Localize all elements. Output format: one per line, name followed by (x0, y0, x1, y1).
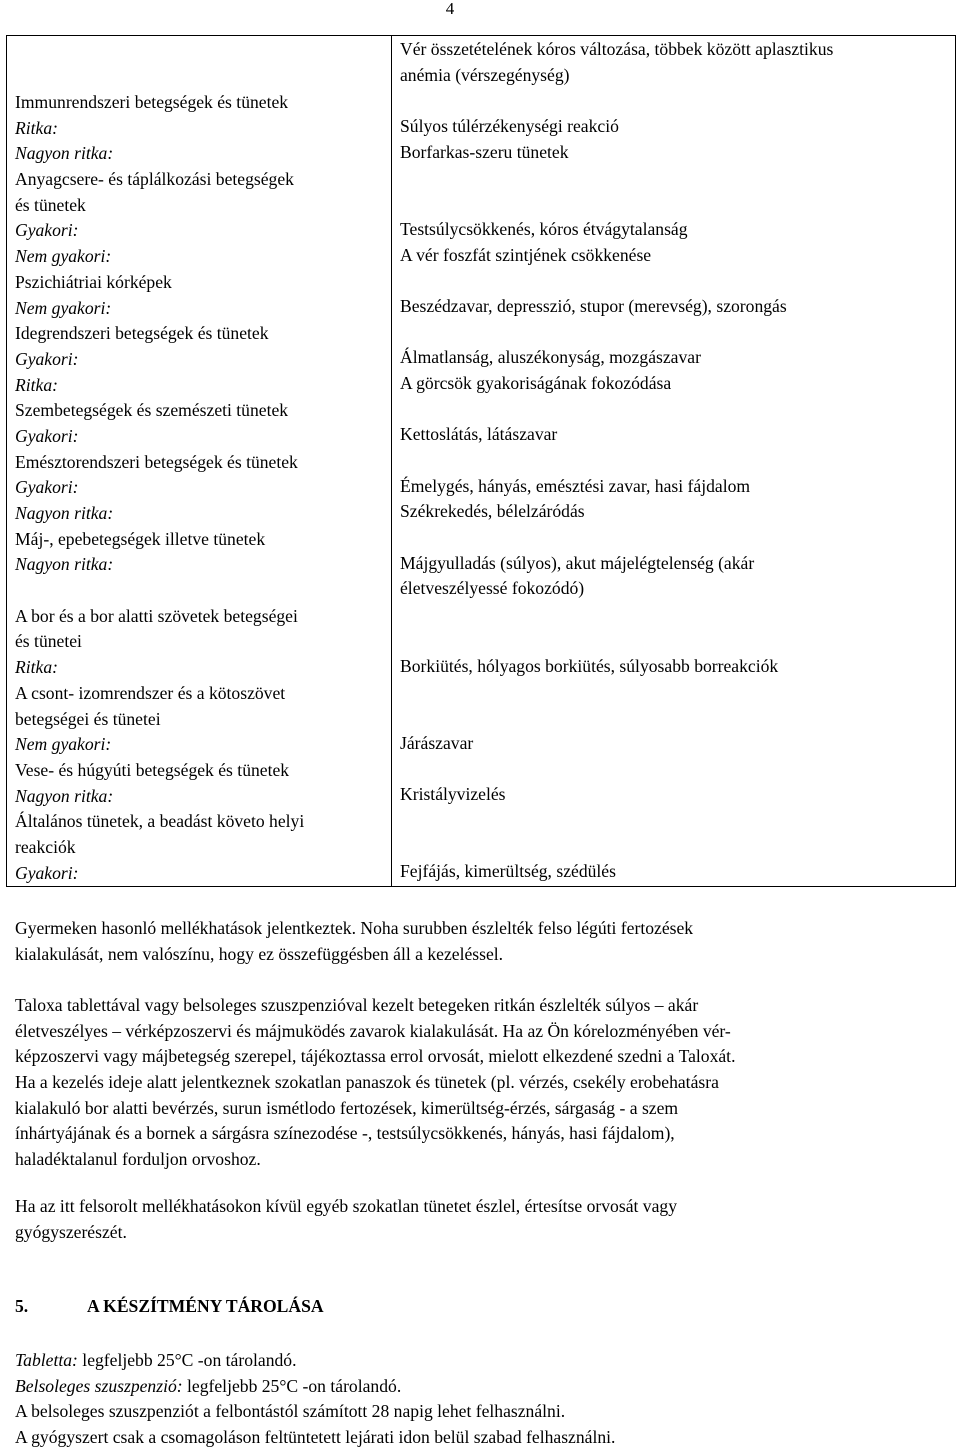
side-effect-text (400, 628, 947, 654)
organ-system-label: Immunrendszeri betegségek és tünetek (15, 92, 289, 112)
side-effect-text (400, 320, 947, 346)
frequency-label: Nagyon ritka: (15, 503, 114, 523)
side-effect-text (400, 808, 947, 834)
storage-line (15, 1374, 915, 1400)
organ-system-label: Szembetegségek és szemészeti tünetek (15, 400, 289, 421)
organ-system-label: és tünetei (15, 631, 82, 652)
storage-paragraph (15, 1348, 915, 1451)
side-effect-text (400, 448, 947, 474)
side-effect-text: Borfarkas-szeru tünetek (400, 141, 569, 162)
paragraph-line: ínhártyájának és a bornek a sárgásra színezodése -, testsúlycsökkenés, hányás, hasi fájdalom), (15, 1123, 675, 1144)
frequency-label: Nagyon ritka: (15, 143, 114, 164)
side-effect-text (400, 88, 947, 114)
side-effect-text (400, 397, 947, 423)
side-effect-text: Testsúlycsökkenés, kóros étvágytalanság (400, 218, 688, 239)
frequency-label: Gyakori: (15, 425, 79, 446)
frequency-label: Ritka: (15, 374, 58, 395)
side-effect-text: Kettoslátás, látászavar (400, 424, 558, 445)
side-effect-text: anémia (vérszegénység) (400, 64, 570, 85)
storage-line (15, 1399, 915, 1425)
organ-system-label: betegségei és tünetei (15, 708, 161, 729)
side-effect-text (400, 705, 947, 731)
paragraph-line: Gyermeken hasonló mellékhatások jelentkeztek. Noha surubben észlelték felso légúti fertozések (15, 918, 694, 938)
frequency-label: Nem gyakori: (15, 246, 112, 267)
paragraph-line: Taloxa tablettával vagy belsoleges szuszpenzióval kezelt betegeken ritkán észlelték súlyos – akár (15, 995, 699, 1015)
warning-paragraph (15, 993, 915, 1173)
side-effect-text: Súlyos túlérzékenységi reakció (400, 116, 619, 137)
section-heading (15, 1294, 324, 1320)
side-effect-text (400, 191, 947, 217)
storage-line (15, 1425, 915, 1451)
storage-label: Tabletta: (15, 1350, 78, 1370)
organ-system-column (7, 36, 392, 887)
frequency-label: Gyakori: (15, 348, 79, 369)
paragraph-line: Ha az itt felsorolt mellékhatásokon kívül egyéb szokatlan tünetet észlel, értesítse orvosát vagy (15, 1196, 677, 1216)
organ-system-label: Idegrendszeri betegségek és tünetek (15, 323, 269, 344)
side-effect-text: A vér foszfát szintjének csökkenése (400, 244, 652, 265)
side-effect-text (400, 268, 947, 294)
paragraph-line: életveszélyes – vérképzoszervi és májmuködés zavarok kialakulását. Ha az Ön kórelozményében vér- (15, 1020, 731, 1041)
organ-system-label: Pszichiátriai kórképek (15, 271, 172, 292)
organ-system-label: Általános tünetek, a beadást követo helyi (15, 811, 305, 832)
side-effects-table (6, 35, 956, 887)
storage-line (15, 1348, 915, 1374)
children-paragraph (15, 916, 915, 967)
side-effect-text: Járászavar (400, 732, 474, 753)
section-title: A KÉSZÍTMÉNY TÁROLÁSA (87, 1296, 324, 1316)
side-effect-text (400, 679, 947, 705)
side-effect-text: Álmatlanság, aluszékonyság, mozgászavar (400, 347, 701, 368)
side-effect-text: Beszédzavar, depresszió, stupor (merevség), szorongás (400, 295, 787, 316)
paragraph-line: képzoszervi vagy májbetegség szerepel, tájékoztassa errol orvosát, mielott elkezdené szedni a Taloxát. (15, 1046, 736, 1067)
paragraph-line: Ha a kezelés ideje alatt jelentkeznek szokatlan panaszok és tünetek (pl. vérzés, csekély erobehatásra (15, 1072, 719, 1093)
organ-system-label: és tünetek (15, 194, 86, 215)
frequency-label: Nem gyakori: (15, 734, 112, 755)
side-effect-text: Émelygés, hányás, emésztési zavar, hasi fájdalom (400, 475, 751, 496)
side-effect-text (400, 756, 947, 782)
organ-system-label: Anyagcsere- és táplálkozási betegségek (15, 169, 294, 190)
side-effect-text: Vér összetételének kóros változása, többek között aplasztikus (400, 39, 834, 59)
side-effect-text: A görcsök gyakoriságának fokozódása (400, 372, 672, 393)
storage-text: legfeljebb 25°C -on tárolandó. (182, 1375, 402, 1396)
frequency-label: Nagyon ritka: (15, 785, 114, 806)
other-effects-paragraph (15, 1194, 915, 1245)
side-effect-text: Májgyulladás (súlyos), akut májelégtelenség (akár (400, 552, 755, 573)
side-effect-column (392, 36, 956, 887)
organ-system-label: Máj-, epebetegségek illetve tünetek (15, 528, 266, 549)
side-effect-text (400, 525, 947, 551)
organ-system-label: A bor és a bor alatti szövetek betegségei (15, 605, 298, 626)
frequency-label: Gyakori: (15, 862, 79, 883)
section-number: 5. (15, 1296, 29, 1316)
paragraph-line: kialakulását, nem valószínu, hogy ez összefüggésben áll a kezeléssel. (15, 943, 504, 964)
side-effect-text: életveszélyessé fokozódó) (400, 578, 585, 599)
storage-text: legfeljebb 25°C -on tárolandó. (77, 1350, 297, 1370)
paragraph-line: kialakuló bor alatti bevérzés, surun ismétlodo fertozések, kimerültség-érzés, sárgaság - a szem (15, 1097, 679, 1118)
organ-system-label: Emésztorendszeri betegségek és tünetek (15, 451, 298, 472)
frequency-label: Nem gyakori: (15, 297, 112, 318)
page-number: 4 (445, 0, 455, 18)
table-row (7, 36, 956, 887)
storage-text: A belsoleges szuszpenziót a felbontástól számított 28 napig lehet felhasználni. (15, 1401, 566, 1422)
organ-system-label: A csont- izomrendszer és a kötoszövet (15, 682, 286, 703)
frequency-label: Nagyon ritka: (15, 554, 114, 575)
paragraph-line: gyógyszerészét. (15, 1221, 127, 1242)
frequency-label: Ritka: (15, 117, 58, 138)
paragraph-line: haladéktalanul forduljon orvoshoz. (15, 1149, 261, 1170)
side-effect-text: Kristályvizelés (400, 783, 506, 804)
side-effect-text (400, 833, 947, 859)
side-effect-text: Borkiütés, hólyagos borkiütés, súlyosabb borreakciók (400, 655, 779, 676)
storage-text: A gyógyszert csak a csomagoláson feltüntetett lejárati idon belül szabad felhasználni. (15, 1427, 616, 1448)
frequency-label: Gyakori: (15, 220, 79, 241)
side-effect-text: Székrekedés, bélelzáródás (400, 501, 585, 522)
side-effect-text (400, 602, 947, 628)
side-effect-text (400, 165, 947, 191)
frequency-label: Ritka: (15, 657, 58, 678)
frequency-label: Gyakori: (15, 477, 79, 498)
storage-label: Belsoleges szuszpenzió: (15, 1375, 183, 1396)
organ-system-label: reakciók (15, 836, 76, 857)
organ-system-label: Vese- és húgyúti betegségek és tünetek (15, 759, 290, 780)
side-effect-text: Fejfájás, kimerültség, szédülés (400, 861, 616, 881)
organ-system-label (15, 578, 383, 604)
